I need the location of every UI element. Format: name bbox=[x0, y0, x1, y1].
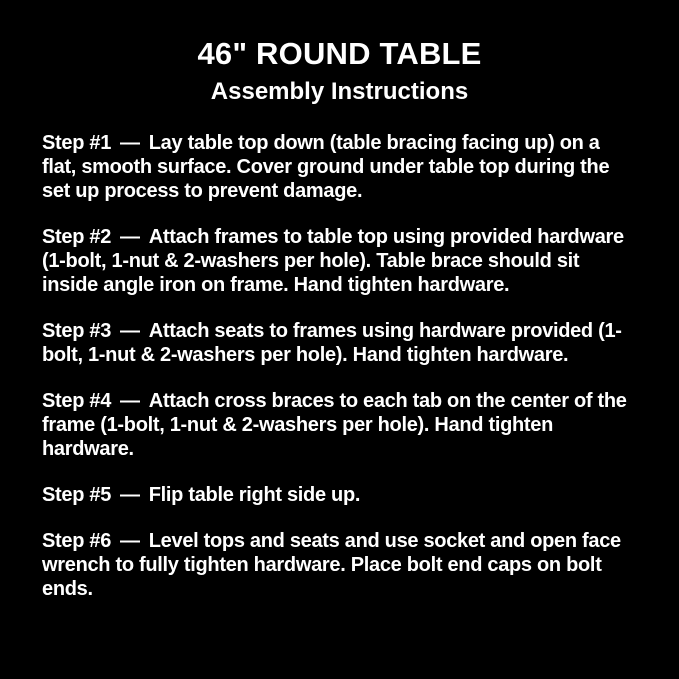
step-3-text: Attach seats to frames using hardware provided (1-bolt, 1-nut & 2-washers per hole). Hand tighten hardware. bbox=[42, 320, 622, 367]
poster-header bbox=[42, 36, 637, 105]
step-5-text: Flip table right side up. bbox=[148, 484, 361, 507]
step-1-paragraph bbox=[42, 131, 637, 203]
step-5-label: Step #5 bbox=[42, 484, 112, 507]
step-6-paragraph bbox=[42, 529, 637, 601]
step-3-label: Step #3 bbox=[42, 320, 112, 343]
step-4-label: Step #4 bbox=[42, 390, 112, 413]
page-title: 46" ROUND TABLE bbox=[197, 36, 482, 71]
step-4-paragraph bbox=[42, 389, 637, 461]
step-4-text: Attach cross braces to each tab on the center of the frame (1-bolt, 1-nut & 2-washers per hole). Hand tighten hardware. bbox=[42, 390, 627, 461]
step-2-dash: — bbox=[120, 226, 140, 249]
step-4-dash: — bbox=[120, 390, 140, 413]
step-2-text: Attach frames to table top using provided hardware (1-bolt, 1-nut & 2-washers per hole). Table brace should sit inside angle iron on frame. Hand tighten hardware. bbox=[42, 226, 624, 297]
step-5-dash: — bbox=[120, 484, 140, 507]
step-6-text: Level tops and seats and use socket and open face wrench to fully tighten hardware. Place bolt end caps on bolt ends. bbox=[42, 530, 621, 601]
step-6-dash: — bbox=[120, 530, 140, 553]
steps-list bbox=[42, 131, 637, 601]
step-1-dash: — bbox=[120, 132, 140, 155]
step-2-paragraph bbox=[42, 225, 637, 297]
step-3-paragraph bbox=[42, 319, 637, 367]
step-2-label: Step #2 bbox=[42, 226, 112, 249]
step-5-paragraph bbox=[42, 483, 637, 507]
step-1-text: Lay table top down (table bracing facing up) on a flat, smooth surface. Cover ground under table top during the set up process to prevent damage. bbox=[42, 132, 610, 203]
step-6-label: Step #6 bbox=[42, 530, 112, 553]
step-3-dash: — bbox=[120, 320, 140, 343]
step-1-label: Step #1 bbox=[42, 132, 112, 155]
page-subtitle: Assembly Instructions bbox=[210, 77, 469, 105]
